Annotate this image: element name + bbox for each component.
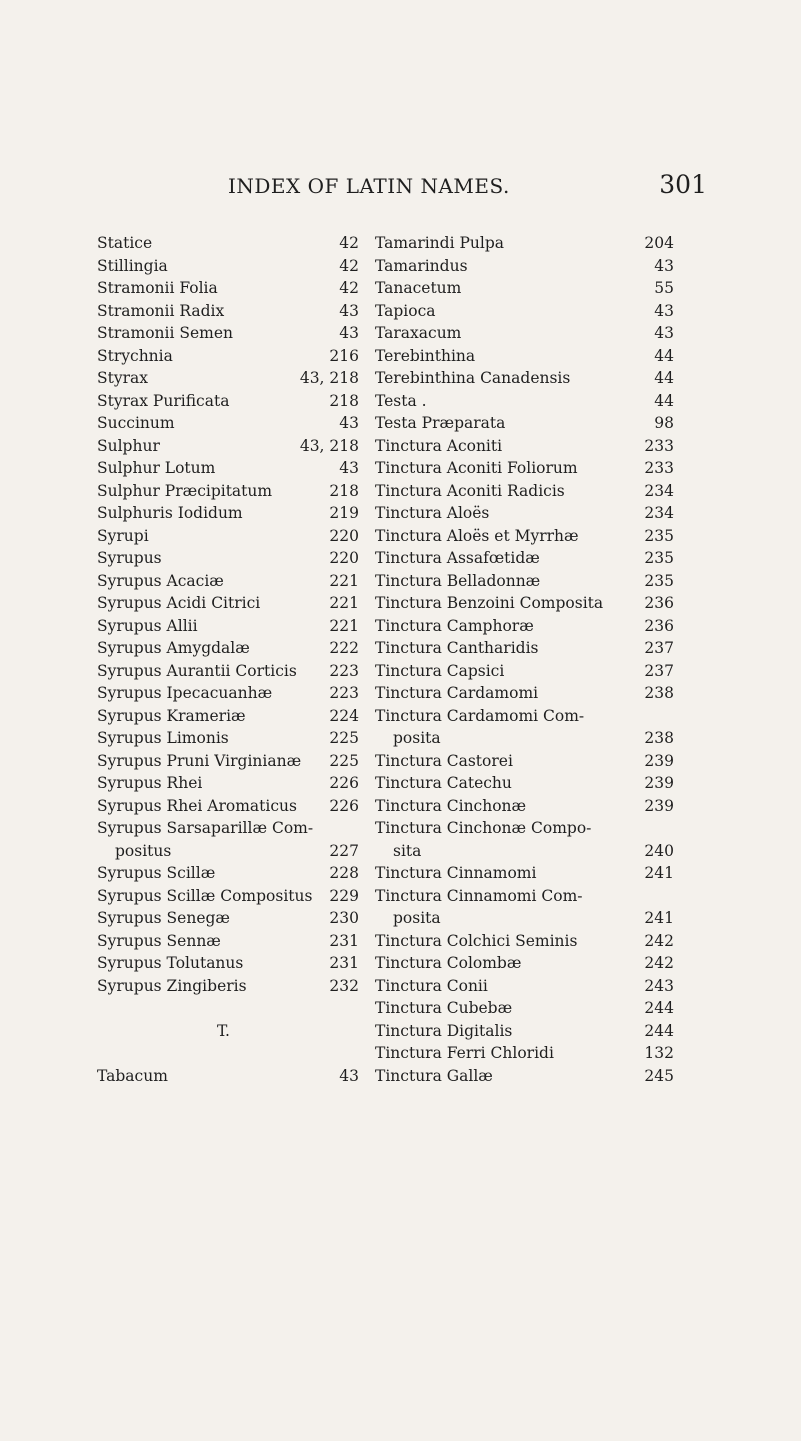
entry-name: Tinctura Assafœtidæ	[375, 549, 540, 567]
entry-pages: 226	[329, 774, 359, 792]
entry-name: Tinctura Colchici Seminis	[375, 931, 578, 950]
index-entry	[375, 502, 674, 525]
entry-pages: 238	[644, 684, 674, 702]
entry-name: Styrax	[97, 369, 148, 387]
index-entry	[375, 412, 674, 435]
entry-name: sita	[393, 841, 422, 860]
entry-name: Syrupus Krameriæ	[97, 706, 246, 725]
index-entry	[375, 480, 674, 503]
index-entry	[97, 975, 359, 998]
index-entry	[375, 615, 674, 638]
index-entry	[375, 255, 674, 278]
entry-name: Tinctura Conii	[375, 976, 488, 995]
index-entry	[375, 727, 674, 750]
entry-pages: 225	[329, 729, 359, 747]
entry-pages: 241	[644, 864, 674, 882]
entry-pages: 242	[644, 931, 674, 950]
entry-name: Syrupus Zingiberis	[97, 976, 247, 995]
entry-name: Terebinthina	[375, 346, 476, 365]
entry-pages: 42	[339, 279, 359, 297]
page-header	[0, 170, 801, 206]
index-entry	[375, 997, 674, 1020]
entry-name: Strychnia	[97, 346, 173, 365]
index-entry	[97, 930, 359, 953]
entry-name: Tinctura Aconiti Radicis	[375, 481, 565, 500]
index-entry	[375, 322, 674, 345]
entry-pages: 225	[329, 751, 359, 770]
section-spacer	[97, 997, 359, 1020]
entry-name: Tinctura Camphoræ	[375, 616, 534, 635]
index-entry	[97, 772, 359, 795]
index-entry	[97, 952, 359, 975]
entry-pages: 43	[654, 301, 674, 320]
entry-name: Syrupus Limonis	[97, 729, 229, 747]
entry-name: Tinctura Digitalis	[375, 1021, 513, 1040]
entry-name: Tamarindi Pulpa	[375, 234, 505, 252]
entry-name: Tinctura Aconiti Foliorum	[375, 459, 578, 477]
entry-name: Tinctura Belladonnæ	[375, 571, 541, 590]
index-entry	[375, 952, 674, 975]
entry-name: Syrupus Rhei	[97, 774, 203, 792]
entry-pages: 218	[329, 481, 359, 500]
entry-pages: 233	[644, 436, 674, 455]
index-entry	[97, 435, 359, 458]
index-entry	[97, 345, 359, 368]
entry-name: positus	[115, 841, 172, 860]
entry-name: Tabacum	[97, 1066, 168, 1085]
section-heading	[97, 1020, 359, 1043]
index-entry	[97, 457, 359, 480]
index-entry	[97, 525, 359, 548]
entry-name: Tinctura Benzoini Composita	[375, 594, 604, 612]
entry-name: Taraxacum	[375, 324, 462, 342]
entry-pages: 43	[654, 324, 674, 342]
entry-pages: 229	[329, 886, 359, 905]
entry-name: Stillingia	[97, 256, 168, 275]
entry-pages: 44	[654, 369, 674, 387]
index-entry	[97, 502, 359, 525]
index-entry	[375, 232, 674, 255]
entry-name: Tinctura Ferri Chloridi	[375, 1044, 554, 1062]
index-entry	[375, 1065, 674, 1088]
entry-pages: 43	[339, 414, 359, 432]
index-entry	[375, 862, 674, 885]
index-entry	[375, 457, 674, 480]
index-column-left	[97, 232, 359, 1087]
entry-pages: 227	[329, 841, 359, 860]
entry-name: Tinctura Gallæ	[375, 1066, 493, 1085]
entry-name: Syrupus Scillæ	[97, 864, 216, 882]
entry-name: Tinctura Colombæ	[375, 954, 522, 972]
entry-pages: 226	[329, 796, 359, 815]
index-entry	[97, 570, 359, 593]
index-entry	[97, 682, 359, 705]
entry-name: posita	[393, 729, 441, 747]
index-entry	[375, 345, 674, 368]
entry-name: Tinctura Cinchonæ	[375, 796, 527, 815]
entry-pages: 43, 218	[299, 436, 359, 455]
entry-name: Syrupus Rhei Aromaticus	[97, 796, 297, 815]
index-entry	[375, 705, 674, 728]
entry-pages: 239	[644, 751, 674, 770]
entry-pages: 220	[329, 526, 359, 545]
index-entry	[97, 277, 359, 300]
entry-name: posita	[393, 909, 441, 927]
entry-pages: 236	[644, 594, 674, 612]
section-letter: T.	[217, 1021, 230, 1040]
index-entry	[375, 907, 674, 930]
entry-pages: 44	[654, 346, 674, 365]
index-entry	[97, 300, 359, 323]
entry-pages: 235	[644, 526, 674, 545]
entry-pages: 43	[339, 324, 359, 342]
entry-name: Tinctura Cubebæ	[375, 999, 513, 1017]
entry-name: Tinctura Cardamomi Com-	[375, 706, 585, 725]
index-entry	[97, 705, 359, 728]
index-entry	[97, 390, 359, 413]
entry-name: Syrupus Ipecacuanhæ	[97, 684, 273, 702]
entry-pages: 42	[339, 234, 359, 252]
entry-pages: 236	[644, 616, 674, 635]
index-entry	[97, 547, 359, 570]
entry-name: Syrupus Pruni Virginianæ	[97, 751, 302, 770]
index-entry	[97, 817, 359, 840]
entry-pages: 232	[329, 976, 359, 995]
entry-pages: 237	[644, 639, 674, 657]
entry-pages: 239	[644, 796, 674, 815]
entry-name: Statice	[97, 234, 153, 252]
entry-pages: 238	[644, 729, 674, 747]
entry-name: Syrupus	[97, 549, 162, 567]
entry-name: Tamarindus	[375, 256, 468, 275]
index-entry	[97, 615, 359, 638]
running-title: INDEX OF LATIN NAMES.	[228, 174, 510, 198]
entry-name: Tinctura Castorei	[375, 751, 513, 770]
index-entry	[97, 412, 359, 435]
entry-name: Syrupus Sennæ	[97, 931, 221, 950]
entry-pages: 244	[644, 999, 674, 1017]
entry-name: Tinctura Cinchonæ Compo-	[375, 819, 592, 837]
entry-pages: 231	[329, 931, 359, 950]
entry-name: Syrupus Amygdalæ	[97, 639, 250, 657]
index-entry	[97, 727, 359, 750]
entry-pages: 221	[329, 571, 359, 590]
entry-name: Stramonii Radix	[97, 301, 225, 320]
entry-pages: 243	[644, 976, 674, 995]
entry-name: Syrupus Allii	[97, 616, 198, 635]
entry-pages: 231	[329, 954, 359, 972]
entry-pages: 241	[644, 909, 674, 927]
index-entry	[97, 840, 359, 863]
entry-name: Tinctura Cinnamomi	[375, 864, 537, 882]
index-entry	[97, 907, 359, 930]
entry-pages: 228	[329, 864, 359, 882]
entry-pages: 132	[644, 1044, 674, 1062]
entry-name: Testa Præparata	[375, 414, 506, 432]
index-entry	[375, 975, 674, 998]
entry-name: Syrupus Acaciæ	[97, 571, 224, 590]
index-entry	[375, 277, 674, 300]
entry-name: Tapioca	[375, 301, 436, 320]
entry-name: Sulphur Præcipitatum	[97, 481, 273, 500]
entry-pages: 55	[654, 279, 674, 297]
index-entry	[375, 570, 674, 593]
entry-pages: 233	[644, 459, 674, 477]
index-entry	[375, 795, 674, 818]
entry-pages: 98	[654, 414, 674, 432]
entry-name: Tinctura Catechu	[375, 774, 512, 792]
index-entry	[97, 885, 359, 908]
entry-name: Sulphur Lotum	[97, 459, 216, 477]
index-entry	[97, 367, 359, 390]
index-entry	[375, 435, 674, 458]
entry-name: Stramonii Semen	[97, 324, 233, 342]
index-entry	[375, 682, 674, 705]
entry-pages: 245	[644, 1066, 674, 1085]
entry-pages: 237	[644, 661, 674, 680]
index-entry	[97, 637, 359, 660]
entry-pages: 216	[329, 346, 359, 365]
entry-pages: 230	[329, 909, 359, 927]
entry-pages: 239	[644, 774, 674, 792]
entry-pages: 44	[654, 391, 674, 410]
index-entry	[375, 1042, 674, 1065]
entry-pages: 43	[339, 301, 359, 320]
entry-name: Syrupus Senegæ	[97, 909, 230, 927]
page-number: 301	[659, 170, 707, 199]
entry-name: Stramonii Folia	[97, 279, 218, 297]
entry-pages: 43	[654, 256, 674, 275]
entry-name: Syrupus Scillæ Compositus	[97, 886, 313, 905]
entry-name: Tinctura Cantharidis	[375, 639, 539, 657]
entry-name: Styrax Purificata	[97, 391, 230, 410]
entry-pages: 43, 218	[299, 369, 359, 387]
index-entry	[97, 795, 359, 818]
entry-name: Syrupus Acidi Citrici	[97, 594, 261, 612]
entry-pages: 223	[329, 684, 359, 702]
entry-name: Tinctura Cinnamomi Com-	[375, 886, 583, 905]
index-entry	[375, 840, 674, 863]
entry-pages: 242	[644, 954, 674, 972]
index-entry	[97, 750, 359, 773]
index-entry	[97, 660, 359, 683]
entry-name: Tinctura Capsici	[375, 661, 505, 680]
entry-pages: 221	[329, 616, 359, 635]
index-entry	[375, 592, 674, 615]
entry-name: Sulphuris Iodidum	[97, 504, 243, 522]
entry-name: Syrupi	[97, 526, 149, 545]
entry-pages: 235	[644, 571, 674, 590]
entry-pages: 219	[329, 504, 359, 522]
index-entry	[375, 1020, 674, 1043]
index-column-right	[375, 232, 674, 1087]
index-entry	[97, 255, 359, 278]
entry-name: Testa .	[375, 391, 427, 410]
index-entry	[375, 817, 674, 840]
entry-pages: 221	[329, 594, 359, 612]
entry-pages: 43	[339, 1066, 359, 1085]
entry-name: Syrupus Sarsaparillæ Com-	[97, 819, 314, 837]
entry-pages: 204	[644, 234, 674, 252]
index-entry	[375, 525, 674, 548]
index-entry	[97, 480, 359, 503]
index-entry	[375, 637, 674, 660]
entry-name: Syrupus Aurantii Corticis	[97, 661, 297, 680]
entry-pages: 43	[339, 459, 359, 477]
entry-pages: 220	[329, 549, 359, 567]
section-spacer	[97, 1042, 359, 1065]
entry-pages: 223	[329, 661, 359, 680]
entry-pages: 222	[329, 639, 359, 657]
index-entry	[97, 1065, 359, 1088]
index-entry	[375, 750, 674, 773]
entry-name: Tanacetum	[375, 279, 462, 297]
index-entry	[97, 232, 359, 255]
index-entry	[97, 862, 359, 885]
index-entry	[375, 367, 674, 390]
index-entry	[375, 547, 674, 570]
entry-name: Succinum	[97, 414, 175, 432]
index-entry	[375, 660, 674, 683]
entry-name: Terebinthina Canadensis	[375, 369, 571, 387]
index-entry	[97, 592, 359, 615]
entry-name: Syrupus Tolutanus	[97, 954, 244, 972]
entry-pages: 218	[329, 391, 359, 410]
entry-pages: 240	[644, 841, 674, 860]
index-entry	[375, 300, 674, 323]
index-entry	[97, 322, 359, 345]
entry-name: Tinctura Aconiti	[375, 436, 503, 455]
entry-name: Tinctura Cardamomi	[375, 684, 539, 702]
index-entry	[375, 772, 674, 795]
index-entry	[375, 390, 674, 413]
entry-name: Tinctura Aloës et Myrrhæ	[375, 526, 579, 545]
index-entry	[375, 885, 674, 908]
entry-name: Sulphur	[97, 436, 160, 455]
entry-pages: 42	[339, 256, 359, 275]
entry-pages: 224	[329, 706, 359, 725]
entry-pages: 234	[644, 481, 674, 500]
entry-pages: 244	[644, 1021, 674, 1040]
entry-pages: 235	[644, 549, 674, 567]
entry-name: Tinctura Aloës	[375, 504, 490, 522]
entry-pages: 234	[644, 504, 674, 522]
index-entry	[375, 930, 674, 953]
